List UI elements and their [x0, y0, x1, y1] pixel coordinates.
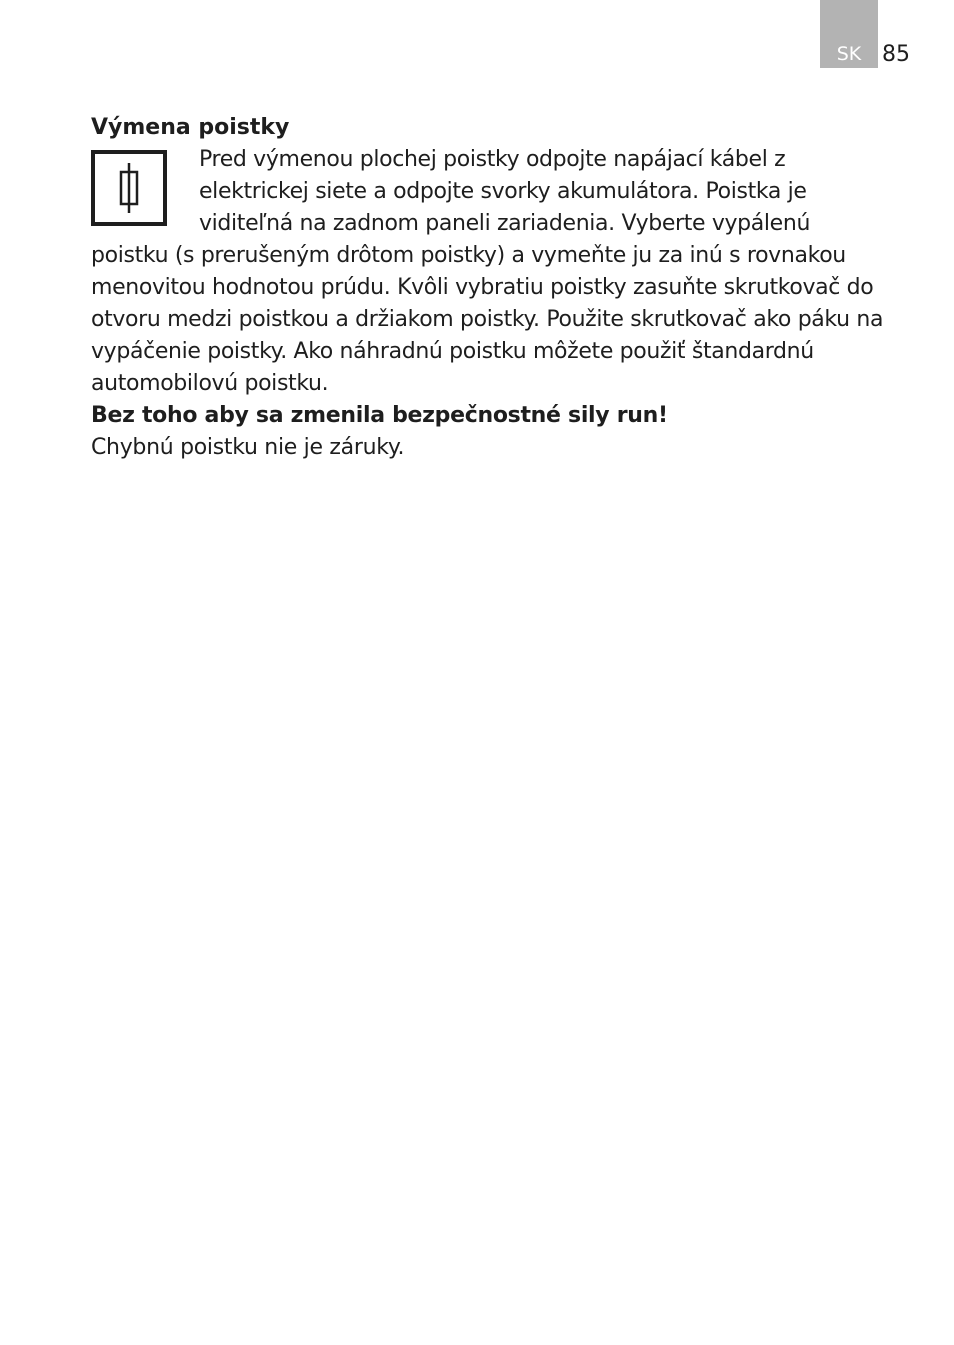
language-code: SK	[836, 43, 862, 65]
fuse-replacement-section	[91, 112, 891, 464]
warning-text: Bez toho aby sa zmenila bezpečnostné sily run!	[91, 403, 668, 428]
section-title: Výmena poistky	[91, 115, 290, 140]
fuse-symbol-icon	[95, 154, 163, 222]
page-number: 85	[882, 42, 910, 67]
section-body: Pred výmenou plochej poistky odpojte napájací kábel z elektrickej siete a odpojte svorky akumulátora. Poistka je viditeľná na zadnom paneli zariadenia. Vyberte vypálenú poistku (s prerušeným drôtom poistky) a vymeňte ju za inú s rovnakou menovitou hodnotou prúdu. Kvôli vybratiu poistky zasuňte skrutkovač do otvoru medzi poistkou a držiakom poistky. Použite skrutkovač ako páku na vypáčenie poistky. Ako náhradnú poistku môžete použiť štandardnú automobilovú poistku.	[91, 147, 884, 396]
language-tab	[820, 0, 878, 68]
warranty-note: Chybnú poistku nie je záruky.	[91, 435, 405, 460]
fuse-icon	[91, 150, 167, 226]
